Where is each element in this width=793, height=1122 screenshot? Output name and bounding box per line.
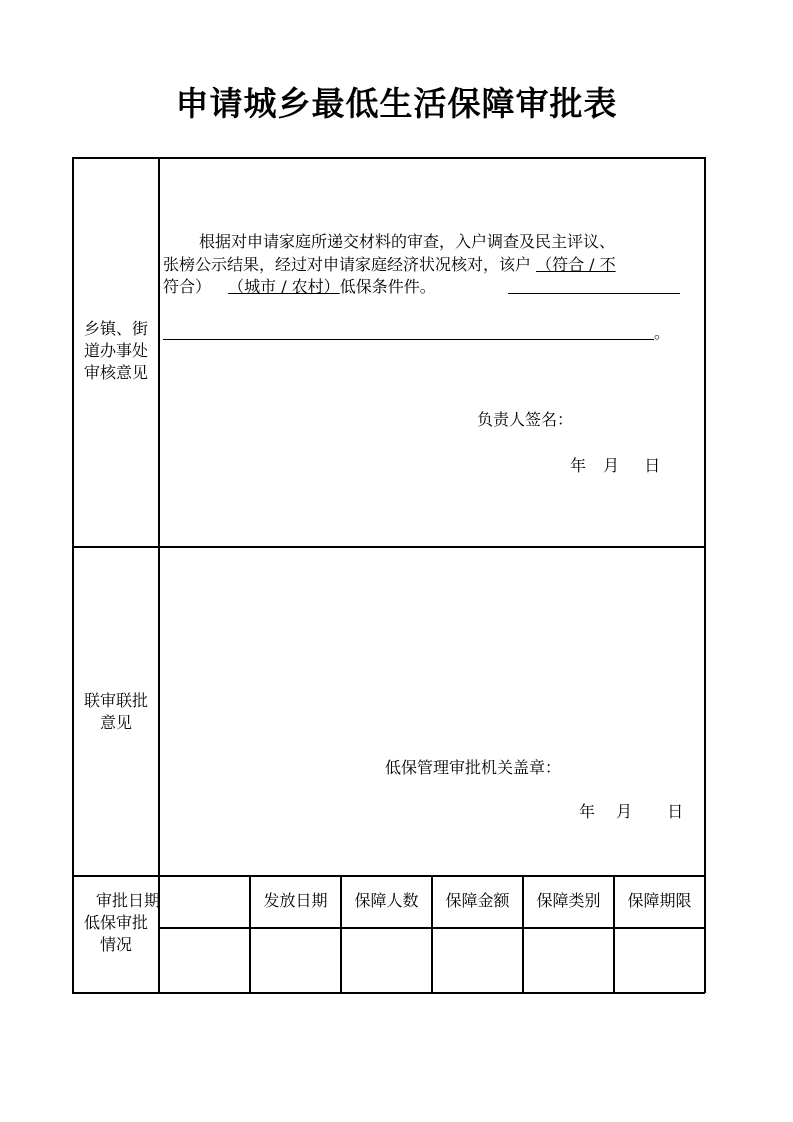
eligibility-choice: （符合 / 不	[536, 255, 616, 274]
eligibility-choice-end: 符合）	[163, 277, 212, 296]
responsible-person-signature-label: 负责人签名：	[477, 410, 574, 429]
column-header-amount: 保障金额	[445, 891, 510, 910]
section2-date	[579, 801, 683, 823]
opinion-paragraph-line2	[163, 254, 616, 276]
section2-label-line: 意见	[99, 713, 132, 732]
table-border-bottom	[72, 992, 705, 994]
date-month: 月	[603, 456, 620, 475]
section1-label-line: 乡镇、街	[83, 319, 148, 338]
date-year: 年	[570, 456, 587, 475]
opinion-paragraph-line3	[163, 276, 436, 298]
column-header-category: 保障类别	[536, 891, 601, 910]
table-border-right	[704, 157, 706, 993]
section1-label-line: 道办事处	[83, 341, 148, 360]
approval-authority-stamp-label: 低保管理审批机关盖章：	[385, 758, 562, 777]
section3-label-line: 低保审批	[83, 913, 148, 932]
opinion-line2-text: 张榜公示结果，经过对申请家庭经济状况核对，该户	[163, 255, 537, 274]
date-year: 年	[579, 802, 596, 821]
page-title: 申请城乡最低生活保障审批表	[175, 84, 618, 123]
column-header-issue-date: 发放日期	[263, 891, 328, 910]
section3-label-line: 情况	[99, 935, 132, 954]
table-border-left	[72, 157, 74, 993]
fill-in-period: 。	[654, 323, 671, 342]
fill-in-line-1	[508, 293, 680, 294]
opinion-line3-suffix: 低保条件件。	[339, 277, 436, 296]
section1-label-line: 审核意见	[83, 363, 148, 382]
opinion-paragraph-line1: 根据对申请家庭所递交材料的审查，入户调查及民主评议、	[199, 232, 616, 251]
household-type-choice: （城市 / 农村）	[228, 277, 340, 296]
column-header-approval-date: 审批日期	[96, 891, 161, 910]
section1-date	[570, 455, 660, 477]
section2-label	[74, 690, 158, 734]
date-month: 月	[616, 802, 633, 821]
section2-label-line: 联审联批	[83, 691, 148, 710]
column-header-beneficiaries: 保障人数	[354, 891, 419, 910]
label-column-divider	[158, 157, 160, 993]
fill-in-line-2	[163, 339, 654, 340]
table-border-top	[72, 157, 705, 159]
row-divider-2	[72, 875, 705, 877]
date-day: 日	[667, 802, 684, 821]
column-header-duration: 保障期限	[627, 891, 692, 910]
section3-label	[74, 912, 158, 956]
date-day: 日	[644, 456, 661, 475]
section1-label	[74, 318, 158, 384]
row-divider-1	[72, 546, 705, 548]
